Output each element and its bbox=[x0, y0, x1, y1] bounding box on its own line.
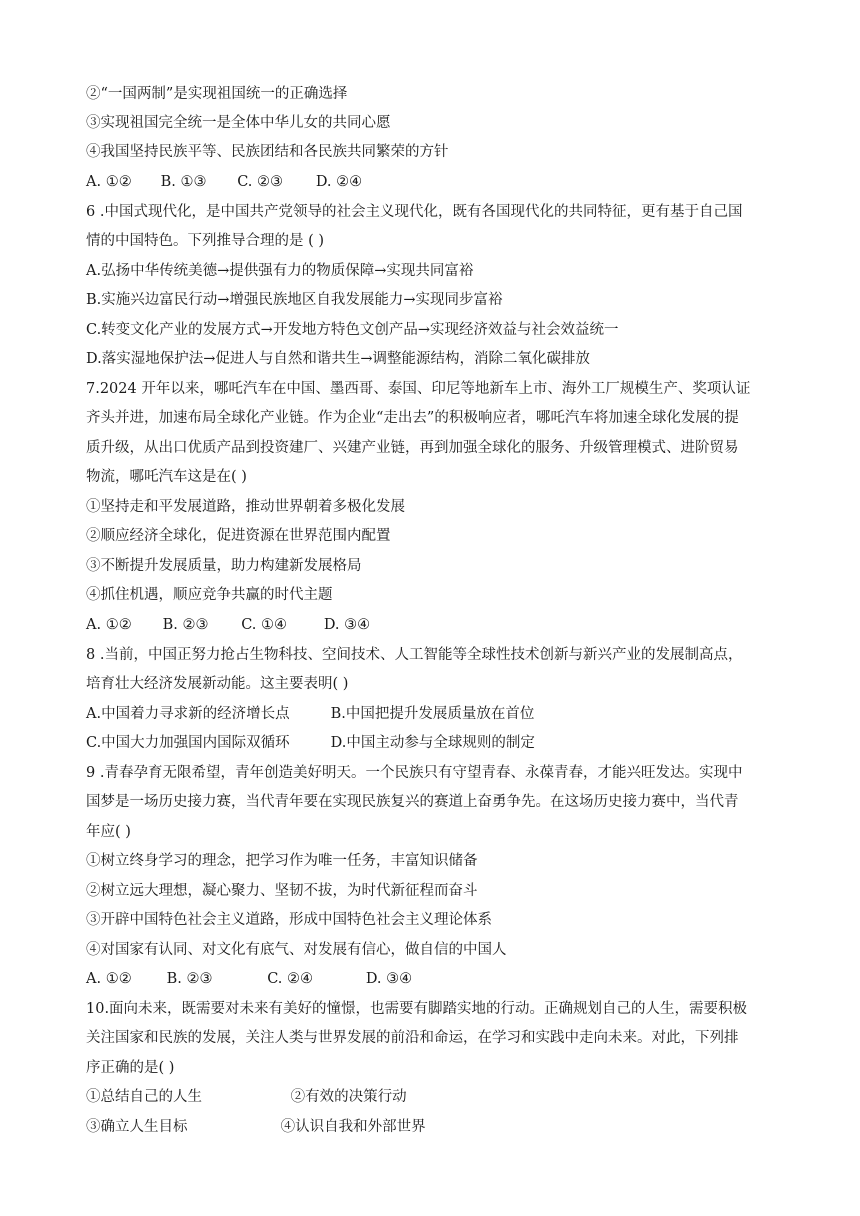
q10-stem-line-1: 10.面向未来，既需要对未来有美好的憧憬，也需要有脚踏实地的行动。正确规划自己的人生，需要积极 bbox=[86, 1001, 748, 1017]
q9-option-b[interactable]: B. ②③ bbox=[166, 971, 213, 987]
q7-stem-line-4: 物流，哪吒汽车这是在( ) bbox=[86, 469, 247, 485]
q10-item-3: ③确立人生目标 bbox=[86, 1119, 188, 1135]
q8-option-a[interactable]: A.中国着力寻求新的经济增长点 bbox=[86, 706, 290, 722]
q5-option-c[interactable]: C. ②③ bbox=[237, 174, 284, 190]
q9-item-4: ④对国家有认同、对文化有底气、对发展有信心，做自信的中国人 bbox=[86, 942, 507, 958]
q7-item-1: ①坚持走和平发展道路，推动世界朝着多极化发展 bbox=[86, 499, 405, 515]
q8-options-row-2 bbox=[86, 733, 535, 753]
q9-option-d[interactable]: D. ③④ bbox=[365, 971, 413, 987]
q10-item-1: ①总结自己的人生 bbox=[86, 1089, 202, 1105]
q10-items-row-1 bbox=[86, 1087, 407, 1107]
q5-option-d[interactable]: D. ②④ bbox=[315, 174, 363, 190]
q7-option-b[interactable]: B. ②③ bbox=[162, 617, 209, 633]
q7-stem-line-3: 质升级，从出口优质产品到投资建厂、兴建产业链，再到加强全球化的服务、升级管理模式、进阶贸易 bbox=[86, 440, 739, 456]
q10-stem-line-2: 关注国家和民族的发展，关注人类与世界发展的前沿和命运，在学习和实践中走向未来。对此，下列排 bbox=[86, 1030, 739, 1046]
q7-option-c[interactable]: C. ①④ bbox=[241, 617, 288, 633]
q9-options bbox=[86, 969, 412, 989]
q7-option-a[interactable]: A. ①② bbox=[86, 617, 132, 633]
q10-item-2: ②有效的决策行动 bbox=[290, 1089, 407, 1105]
q10-item-4: ④认识自我和外部世界 bbox=[280, 1119, 426, 1135]
q7-stem-line-1: 7.2024 开年以来，哪吒汽车在中国、墨西哥、泰国、印尼等地新车上市、海外工厂规模生产、奖项认证 bbox=[86, 381, 751, 397]
q5-item-4: ④我国坚持民族平等、民族团结和各民族共同繁荣的方针 bbox=[86, 144, 449, 160]
q9-stem-line-1: 9 .青春孕育无限希望，青年创造美好明天。一个民族只有守望青春、永葆青春，才能兴旺发达。实现中 bbox=[86, 765, 743, 781]
q6-option-d[interactable]: D.落实湿地保护法→促进人与自然和谐共生→调整能源结构，消除二氧化碳排放 bbox=[86, 351, 591, 367]
q9-item-3: ③开辟中国特色社会主义道路，形成中国特色社会主义理论体系 bbox=[86, 912, 492, 928]
q8-stem-line-2: 培育壮大经济发展新动能。这主要表明( ) bbox=[86, 676, 349, 692]
q9-option-c[interactable]: C. ②④ bbox=[267, 971, 314, 987]
q5-item-2: ②“一国两制”是实现祖国统一的正确选择 bbox=[86, 86, 348, 102]
q9-stem-line-3: 年应( ) bbox=[86, 824, 131, 840]
q6-stem-line-2: 情的中国特色。下列推导合理的是 ( ) bbox=[86, 233, 325, 249]
q7-option-d[interactable]: D. ③④ bbox=[323, 617, 371, 633]
q6-option-a[interactable]: A.弘扬中华传统美德→提供强有力的物质保障→实现共同富裕 bbox=[86, 263, 474, 279]
q7-item-3: ③不断提升发展质量，助力构建新发展格局 bbox=[86, 558, 362, 574]
q8-option-c[interactable]: C.中国大力加强国内国际双循环 bbox=[86, 735, 290, 751]
q9-item-2: ②树立远大理想，凝心聚力、坚韧不拔，为时代新征程而奋斗 bbox=[86, 883, 478, 899]
q8-options-row-1 bbox=[86, 704, 534, 724]
q6-option-b[interactable]: B.实施兴边富民行动→增强民族地区自我发展能力→实现同步富裕 bbox=[86, 292, 503, 308]
q7-options bbox=[86, 615, 370, 635]
q6-option-c[interactable]: C.转变文化产业的发展方式→开发地方特色文创产品→实现经济效益与社会效益统一 bbox=[86, 322, 619, 338]
q6-stem-line-1: 6 .中国式现代化，是中国共产党领导的社会主义现代化，既有各国现代化的共同特征，更有基于自己国 bbox=[86, 204, 743, 220]
q5-options bbox=[86, 172, 362, 192]
q7-item-2: ②顺应经济全球化，促进资源在世界范围内配置 bbox=[86, 528, 391, 544]
q10-stem-line-3: 序正确的是( ) bbox=[86, 1060, 175, 1076]
q5-item-3: ③实现祖国完全统一是全体中华儿女的共同心愿 bbox=[86, 115, 391, 131]
q8-stem-line-1: 8 .当前，中国正努力抢占生物科技、空间技术、人工智能等全球性技术创新与新兴产业的发展制高点， bbox=[86, 647, 743, 663]
q9-option-a[interactable]: A. ①② bbox=[86, 971, 132, 987]
q5-option-a[interactable]: A. ①② bbox=[86, 174, 132, 190]
q8-option-d[interactable]: D.中国主动参与全球规则的制定 bbox=[330, 735, 535, 751]
q9-stem-line-2: 国梦是一场历史接力赛，当代青年要在实现民族复兴的赛道上奋勇争先。在这场历史接力赛中，当代青 bbox=[86, 794, 739, 810]
q10-items-row-2 bbox=[86, 1117, 426, 1137]
q7-stem-line-2: 齐头并进，加速布局全球化产业链。作为企业“走出去”的积极响应者，哪吒汽车将加速全球化发展的提 bbox=[86, 410, 739, 426]
q9-item-1: ①树立终身学习的理念，把学习作为唯一任务，丰富知识储备 bbox=[86, 853, 478, 869]
q5-option-b[interactable]: B. ①③ bbox=[160, 174, 207, 190]
q8-option-b[interactable]: B.中国把提升发展质量放在首位 bbox=[330, 706, 535, 722]
q7-item-4: ④抓住机遇，顺应竞争共赢的时代主题 bbox=[86, 587, 333, 603]
